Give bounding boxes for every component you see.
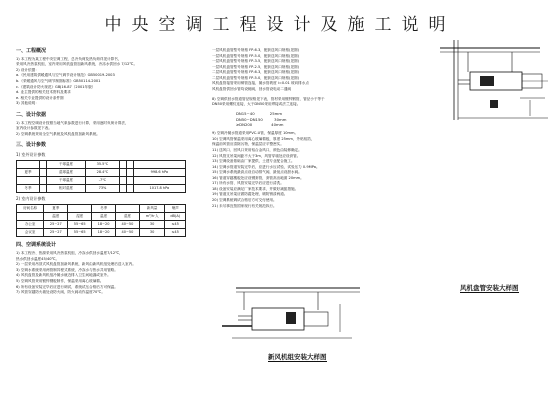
spec-line: 19) 管道支吊架应做防腐处理，刷防锈漆两道。 [212, 192, 288, 197]
spec-line: 9) 空调冷凝水管道采用PVC-U管，保温厚度 10mm。 [212, 131, 299, 136]
spec-line: 二层风机盘管型号规格 FP-6.3，配套送风口规格(见图) [212, 70, 299, 75]
table-row: 冬季 相对湿度 73% 1017.8 hPa [17, 185, 186, 193]
params-sub-heading: 2) 室内设计参数 [16, 196, 46, 202]
spec-line: 10) 空调风管保温采用离心玻璃棉板，厚度 25mm，外贴铝箔， [212, 136, 315, 141]
spec-line: 14) 空调水管道安装完毕后，应进行水压试验，试验压力 0.9MPa。 [212, 164, 320, 169]
general-line: a.《民用建筑供暖通风与空气调节设计规范》GB50019-2003 [16, 73, 115, 78]
spec-line: 20) 空调系统调试合格后方可交付使用。 [212, 198, 277, 202]
general-line: 1) 本工程为某工程中央空调工程，总冷负荷及热负荷详见计算书， [16, 56, 122, 61]
ahu-caption: 新风机组安装大样图 [268, 353, 327, 361]
general-line: e. 相关专业提供的设计条件图 [16, 95, 64, 100]
table-row: 干球温度 -7℃ [17, 177, 186, 185]
ahu-unit [252, 308, 304, 330]
spec-line: 18) 设备安装应满足厂家技术要求，并做好减振措施。 [212, 186, 299, 191]
section-general-heading: 一、工程概况 [16, 48, 47, 54]
fan-coil-motor [480, 76, 494, 86]
system-line: 热水供回水温度45/40℃。 [16, 256, 60, 261]
spec-line: 风机盘管供回水管均设闸阀，回水管设电动二通阀 [212, 86, 292, 91]
system-line: 6) 所有设备安装完毕后应进行调试，系统试压合格后方可保温。 [16, 284, 118, 289]
spec-line: 16) 管道穿越楼板处应设钢套管，套管高出地面 20mm。 [212, 175, 304, 180]
system-line: 3) 空调水系统采用两管制异程式系统，冷冻水与热水共用管路。 [16, 267, 118, 272]
section-system-heading: 四、空调系统设计 [16, 242, 57, 249]
spec-line: 13) 空调设备基础由厂家提供，土建专业配合施工。 [212, 159, 295, 164]
section-params-heading: 三、设计参数 [16, 142, 47, 149]
system-line: 2) 一层采用吊顶式风机盘管加新风系统，新风由新风机组处理后送入室内。 [16, 262, 136, 267]
spec-line: 一层风机盘管型号规格 FP-5.0，配套送风口规格(见图) [212, 53, 299, 58]
ahu-fan [286, 312, 296, 324]
spec-line: 21) 未尽事宜按国家现行有关规范执行。 [212, 203, 277, 208]
spec-line: 15) 空调水系统最高点设自动排气阀，最低点设泄水阀。 [212, 170, 302, 175]
design-line: 2) 空调系统采用全空气系统及风机盘管加新风系统。 [16, 131, 100, 136]
system-line: 7) 风管穿越防火墙处设防火阀，防火阀动作温度70℃。 [16, 290, 105, 295]
ahu-supply-duct [304, 312, 328, 326]
table-row: 办公室 25~27 55~65 18~20 40~50 30 ≤45 [17, 221, 186, 229]
spec-line: 一层风机盘管型号规格 FP-3.5，配套送风口规格(见图) [212, 59, 299, 64]
table-row: 干球温度 35.5℃ [17, 161, 186, 169]
system-line: 5) 空调风管采用镀锌钢板制作，保温采用离心玻璃棉。 [16, 278, 104, 283]
system-line: 4) 风机盘管及新风机组冷凝水就近排入卫生间地漏或室外。 [16, 273, 111, 278]
general-line: 2) 设计依据： [16, 67, 39, 72]
spec-line: 17) 所有水管、风管安装完毕后应进行清洗。 [212, 181, 284, 186]
design-line: 室内设计参数见下表。 [16, 126, 52, 131]
spec-line: 11) 送风口、回风口采用铝合金风口，颜色由装修确定。 [212, 147, 302, 152]
spec-line: 12) 风管支吊架间距不大于3m，风管穿墙处应设套管。 [212, 153, 301, 158]
valve-symbol [490, 100, 498, 108]
general-line: 3) 其他说明： [16, 101, 39, 106]
general-line: b.《采暖通风与空气调节制图标准》GB50114-2001 [16, 79, 101, 83]
spec-line: 保温前风管应清除污物，保温层应平整密实。 [212, 142, 284, 147]
general-line: c.《建筑设计防火规范》GBJ16-87（2001年版） [16, 84, 96, 89]
pipe-size-item: ≥DN200 40mm [236, 122, 284, 128]
spec-line: 一层风机盘管型号规格 FP-2.5，配套送风口规格(见图) [212, 64, 299, 69]
fan-coil-unit [470, 72, 522, 90]
pipe-size-item: DN50~DN150 30mm [236, 116, 287, 122]
table-row: 温度 湿度 温度 湿度 m³/h·人 dB(A) [17, 213, 186, 221]
section-design-heading: 二、设计依据 [16, 111, 47, 118]
params-sub-heading: 1) 室外设计参数 [16, 152, 46, 157]
spec-line: 8) 空调供回水管道管径规格见下表，管材采用镀锌钢管，管径小于等于 [212, 96, 325, 101]
design-line: 1) 本工程空调设计按照当地气象参数进行计算，采用逐时负荷计算法， [16, 120, 129, 125]
table-row: 房间名称 夏季 冬季 新风量 噪声 [17, 205, 186, 213]
table-row: 会议室 25~27 55~65 18~20 40~50 30 ≤45 [17, 229, 186, 237]
general-line: 采用风冷热泵机组，室内采用风机盘管加新风系统，冷冻水供回水 7/12℃。 [16, 62, 138, 67]
spec-line: 一层风机盘管型号规格 FP-6.3，配套送风口规格(见图) [212, 48, 299, 52]
fan-coil-caption: 风机盘管安装大样图 [460, 284, 519, 292]
spec-line: DN50采用螺纹连接，大于DN50采用焊接或法兰连接。 [212, 102, 301, 107]
page-title: 中央空调工程设计及施工说明 [104, 15, 456, 35]
fan-coil-detail [440, 40, 548, 120]
spec-line: 二层风机盘管型号规格 FP-5.0，配套送风口规格(见图) [212, 75, 299, 80]
table-row: 夏季 湿球温度 28.4℃ 998.6 hPa [17, 169, 186, 177]
spec-line: 风机盘管接管采用铜管连接，凝水管坡度 i=0.01 坡向排水点 [212, 81, 309, 86]
pipe-size-item: DN15~40 25mm [236, 110, 283, 116]
general-line: d. 业主提供的相关技术资料及要求 [16, 90, 71, 95]
system-line: 1) 本工程冷、热源采用风冷热泵机组，冷冻水供回水温度7/12℃， [16, 251, 123, 256]
ahu-detail [222, 288, 360, 338]
